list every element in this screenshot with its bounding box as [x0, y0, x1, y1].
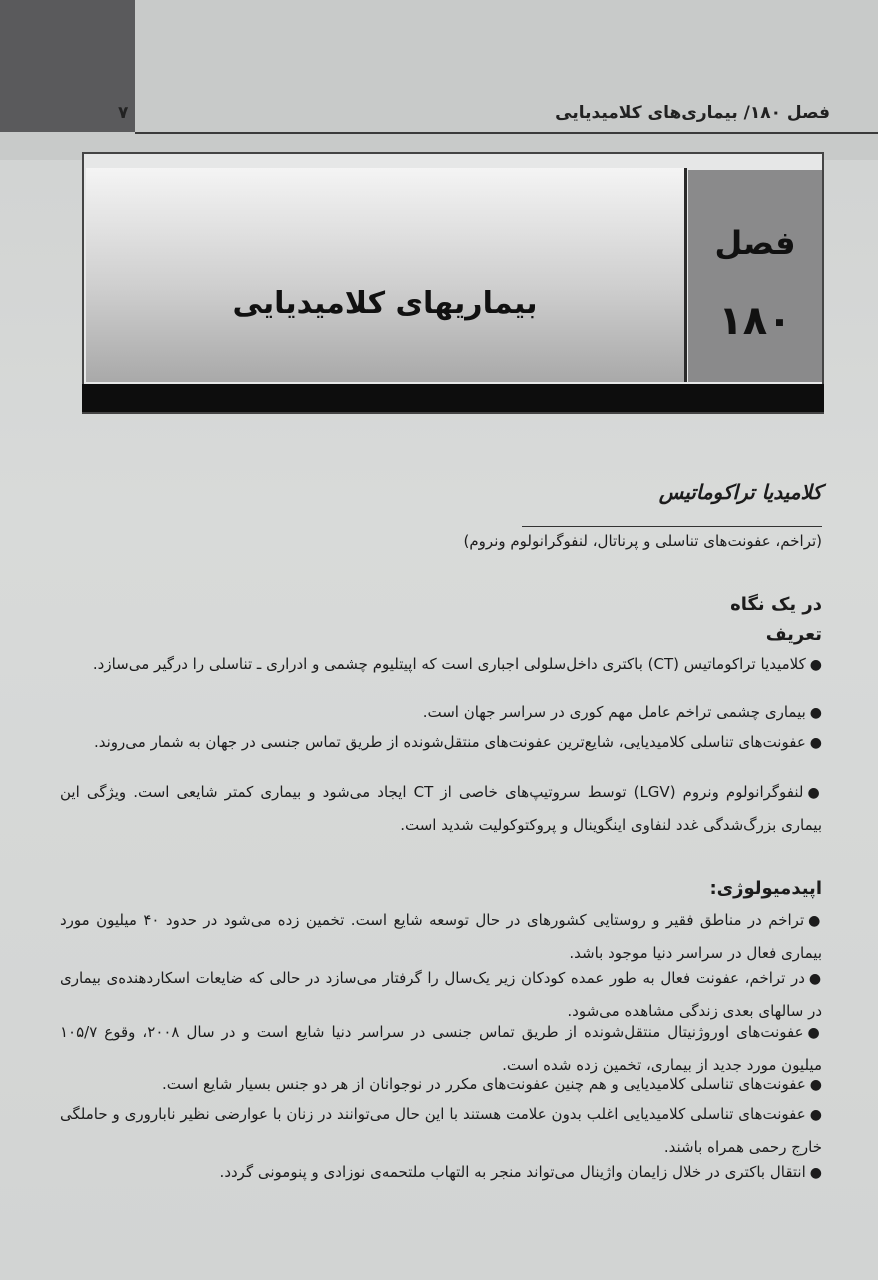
chapter-title-panel	[86, 168, 687, 382]
bullet-icon: ●	[809, 1107, 822, 1123]
epidemiology-bullet	[60, 904, 822, 969]
chapter-black-band	[82, 384, 824, 412]
definition-bullet-text: لنفوگرانولوم ونروم (LGV) توسط سروتیپ‌های خاصی از CT ایجاد می‌شود و بیماری کمتر شایعی است. ویژگی این بیماری بزرگ‌شدگی غدد لنفاوی اینگوینال و پروکتوکولیت شدید است.	[60, 783, 822, 834]
chapter-word: فصل	[714, 224, 796, 262]
epidemiology-bullet-text: عفونت‌های تناسلی کلامیدیایی اغلب بدون علامت هستند با این حال می‌توانند در زنان با عوارضی نظیر ناباروری و حاملگی خارج رحمی همراه باشند.	[60, 1105, 822, 1156]
header-dark-block	[0, 0, 135, 132]
bullet-icon: ●	[809, 1165, 822, 1181]
epidemiology-bullet-text: انتقال باکتری در خلال زایمان واژینال می‌تواند منجر به التهاب ملتحمه‌ی نوزادی و پنومونی گردد.	[219, 1163, 806, 1181]
chapter-title-box	[82, 152, 824, 414]
bullet-icon: ●	[809, 657, 822, 673]
epidemiology-bullet-text: عفونت‌های اوروژنیتال منتقل‌شونده از طریق تماس جنسی در سراسر دنیا شایع است و در سال ۲۰۰۸، وقوع ۱۰۵/۷ میلیون مورد جدید از بیماری، تخمین زده شده است.	[60, 1023, 822, 1074]
chapter-number: ۱۸۰	[718, 298, 792, 344]
definition-bullet	[60, 726, 822, 759]
page-number: ۷	[118, 103, 129, 123]
definition-bullet-text: کلامیدیا تراکوماتیس (CT) باکتری داخل‌سلولی اجباری است که اپیتلیوم چشمی و ادراری ـ تناسلی را درگیر می‌سازد.	[92, 655, 806, 673]
definition-bullet-text: بیماری چشمی تراخم عامل مهم کوری در سراسر جهان است.	[422, 703, 806, 721]
definition-bullet	[60, 696, 822, 729]
chapter-label-panel	[688, 170, 822, 382]
epidemiology-bullet	[60, 1098, 822, 1163]
bullet-icon: ●	[809, 1077, 822, 1093]
definition-bullet-text: عفونت‌های تناسلی کلامیدیایی، شایع‌ترین عفونت‌های منتقل‌شونده از طریق تماس جنسی در جهان به شمار می‌روند.	[93, 733, 806, 751]
bullet-icon: ●	[808, 913, 823, 929]
section-title: کلامیدیا تراکوماتیس	[658, 480, 822, 504]
glance-heading: در یک نگاه	[730, 594, 822, 615]
epidemiology-bullet-text: عفونت‌های تناسلی کلامیدیایی و هم چنین عفونت‌های مکرر در نوجوانان از هر دو جنس بسیار شایع است.	[162, 1075, 806, 1093]
bullet-icon: ●	[808, 971, 823, 987]
epidemiology-bullet	[60, 1156, 822, 1189]
section-rule	[522, 526, 822, 527]
chapter-title: بیماریهای کلامیدیایی	[232, 286, 538, 321]
running-head	[118, 100, 830, 130]
bullet-icon: ●	[809, 705, 822, 721]
running-title: فصل ۱۸۰/ بیماری‌های کلامیدیایی	[555, 103, 830, 123]
definition-bullet	[60, 776, 822, 841]
epidemiology-bullet	[60, 1068, 822, 1101]
header-rule	[135, 132, 878, 134]
section-subtitle: (تراخم، عفونت‌های تناسلی و پرناتال، لنفوگرانولوم ونروم)	[463, 532, 822, 550]
bullet-icon: ●	[807, 1025, 823, 1041]
bullet-icon: ●	[809, 735, 822, 751]
epidemiology-bullet-text: در تراخم، عفونت فعال به طور عمده کودکان زیر یک‌سال را گرفتار می‌سازد در حالی که ضایعات اسکاردهنده‌ی بیماری در سالهای بعدی زندگی مشاهده می‌شود.	[60, 969, 822, 1020]
definition-heading: تعریف	[765, 624, 822, 645]
bullet-icon: ●	[807, 785, 823, 801]
epidemiology-bullet-text: تراخم در مناطق فقیر و روستایی کشورهای در حال توسعه شایع است. تخمین زده می‌شود در حدود ۴۰ میلیون مورد بیماری فعال در سراسر دنیا موجود باشد.	[60, 911, 822, 962]
definition-bullet	[60, 648, 822, 681]
epidemiology-heading: اپیدمیولوژی:	[709, 878, 822, 899]
